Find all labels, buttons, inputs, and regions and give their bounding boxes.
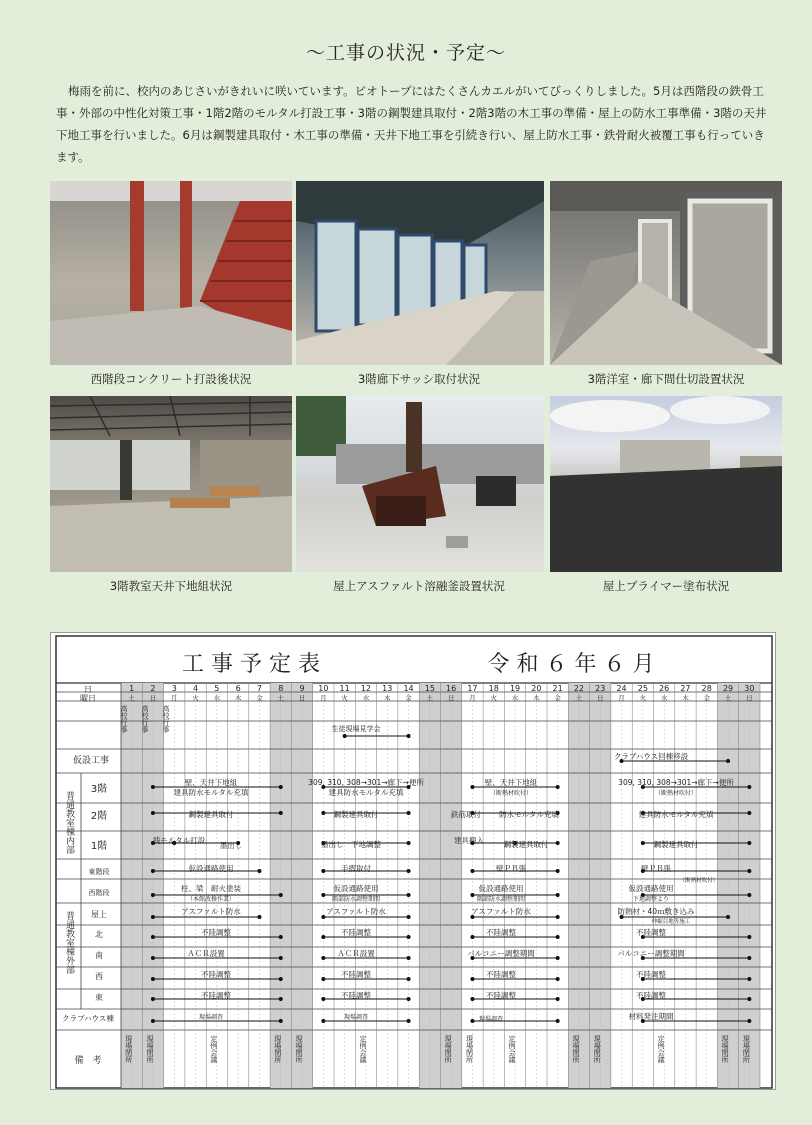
remark-closed: 現場閉所 bbox=[593, 1035, 602, 1063]
photo-asphalt-kettle bbox=[296, 396, 544, 572]
remark-closed: 現場閉所 bbox=[721, 1035, 730, 1063]
weekday-label: 水 bbox=[213, 694, 221, 702]
photo-caption: 3階廊下サッシ取付状況 bbox=[357, 372, 481, 386]
day-number: 27 bbox=[680, 684, 691, 693]
svg-text:不陸調整: 不陸調整 bbox=[201, 928, 231, 937]
svg-text:（本館改修作業）: （本館改修作業） bbox=[186, 896, 236, 903]
weekday-label: 火 bbox=[639, 694, 647, 702]
weekday-label: 火 bbox=[341, 694, 348, 702]
task-bar-start bbox=[321, 956, 325, 960]
task-bar-end bbox=[407, 893, 411, 897]
task-bar-end bbox=[279, 785, 283, 789]
svg-text:（断熱材吹付）: （断熱材吹付） bbox=[654, 790, 698, 797]
day-number: 12 bbox=[360, 684, 372, 693]
task-bar-end bbox=[279, 811, 283, 815]
task-bar-start bbox=[321, 893, 325, 897]
svg-text:鋼製建具取付: 鋼製建具取付 bbox=[333, 810, 379, 819]
task-bar-end bbox=[407, 869, 411, 873]
svg-text:309, 310, 308→301→廊下→便所: 309, 310, 308→301→廊下→便所 bbox=[618, 778, 734, 787]
day-number: 14 bbox=[403, 684, 414, 693]
weekday-label: 土 bbox=[277, 694, 284, 702]
task-bar-end bbox=[279, 977, 283, 981]
photo-caption: 3階洋室・廊下間仕切設置状況 bbox=[587, 372, 745, 386]
svg-text:クラブハウス回棟移設: クラブハウス回棟移設 bbox=[613, 752, 689, 761]
svg-text:現場調査: 現場調査 bbox=[478, 1016, 504, 1023]
task-bar-end bbox=[257, 869, 261, 873]
task-bar-start bbox=[470, 977, 474, 981]
photo-partition bbox=[550, 181, 782, 365]
task-bar-end bbox=[747, 956, 751, 960]
weekday-label: 土 bbox=[128, 694, 135, 702]
day-number: 16 bbox=[446, 684, 457, 693]
head-day: 日 bbox=[84, 685, 92, 694]
task-bar-end bbox=[407, 1019, 411, 1023]
weekday-label: 金 bbox=[554, 694, 561, 702]
row-f3: 3階 bbox=[90, 784, 108, 795]
day-number: 28 bbox=[701, 684, 712, 693]
task-bar-end bbox=[747, 977, 751, 981]
weekday-label: 日 bbox=[149, 694, 157, 702]
svg-text:不陸調整: 不陸調整 bbox=[201, 991, 231, 1000]
task-bar-end bbox=[556, 915, 560, 919]
day-number: 15 bbox=[424, 684, 435, 693]
task-bar-end bbox=[747, 785, 751, 789]
task-bar-end bbox=[747, 811, 751, 815]
svg-text:309, 310, 308→301→廊下→便所: 309, 310, 308→301→廊下→便所 bbox=[308, 778, 424, 787]
task-bar-start bbox=[321, 1019, 325, 1023]
weekday-label: 日 bbox=[447, 694, 455, 702]
task-bar-end bbox=[556, 869, 560, 873]
weekday-label: 木 bbox=[682, 694, 689, 702]
svg-text:伸縮目地等施工: 伸縮目地等施工 bbox=[651, 919, 691, 925]
task-bar-start bbox=[321, 935, 325, 939]
remark-meeting: 定例会議 bbox=[358, 1035, 367, 1063]
row-eastside: 東 bbox=[95, 993, 103, 1002]
svg-text:壁ＰＢ張: 壁ＰＢ張 bbox=[496, 864, 526, 873]
task-bar-end bbox=[279, 956, 283, 960]
event-note: 生徒現場見学会 bbox=[331, 725, 381, 733]
row-westside: 西 bbox=[95, 972, 103, 981]
day-number: 2 bbox=[150, 684, 156, 693]
task-bar-start bbox=[151, 811, 155, 815]
day-number: 25 bbox=[637, 684, 648, 693]
task-bar-end bbox=[726, 915, 730, 919]
svg-text:柱、梁 耐火塗装: 柱、梁 耐火塗装 bbox=[181, 884, 241, 893]
svg-text:不陸調整: 不陸調整 bbox=[341, 970, 371, 979]
weekday-label: 火 bbox=[490, 694, 497, 702]
svg-text:不陸調整: 不陸調整 bbox=[341, 991, 371, 1000]
remark-closed: 現場閉所 bbox=[465, 1035, 474, 1063]
svg-text:現場調査: 現場調査 bbox=[343, 1014, 369, 1021]
day-number: 29 bbox=[722, 684, 734, 693]
task-bar-end bbox=[747, 1019, 751, 1023]
task-bar-end bbox=[556, 997, 560, 1001]
weekday-label: 土 bbox=[426, 694, 434, 702]
task-bar-end bbox=[556, 893, 560, 897]
weekday-label: 月 bbox=[171, 694, 178, 702]
task-bar-end bbox=[556, 1019, 560, 1023]
svg-text:仮設通路使用: 仮設通路使用 bbox=[628, 884, 674, 893]
svg-text:鉄筋取付: 鉄筋取付 bbox=[451, 810, 481, 819]
day-number: 11 bbox=[339, 684, 350, 693]
day-number: 20 bbox=[531, 684, 542, 693]
weekday-label: 水 bbox=[660, 694, 668, 702]
task-bar-start bbox=[151, 977, 155, 981]
svg-text:不陸調整: 不陸調整 bbox=[486, 970, 516, 979]
svg-text:ＡＣＲ設置: ＡＣＲ設置 bbox=[337, 949, 375, 958]
day-number: 26 bbox=[659, 684, 670, 693]
svg-text:アスファルト防水: アスファルト防水 bbox=[326, 907, 386, 916]
photo-caption: 屋上プライマー塗布状況 bbox=[602, 579, 730, 593]
svg-text:壁、天井下地組: 壁、天井下地組 bbox=[184, 778, 238, 787]
svg-text:仮設通路使用: 仮設通路使用 bbox=[333, 884, 379, 893]
svg-text:手摺取付: 手摺取付 bbox=[341, 864, 371, 873]
task-bar-end bbox=[747, 997, 751, 1001]
page-title: 〜工事の状況・予定〜 bbox=[305, 42, 506, 64]
svg-text:不陸調整: 不陸調整 bbox=[341, 928, 371, 937]
event-2: 高校行事 bbox=[141, 705, 149, 733]
task-bar-start bbox=[470, 869, 474, 873]
weekday-label: 日 bbox=[746, 694, 753, 702]
day-number: 3 bbox=[171, 684, 177, 693]
row-east: 東階段 bbox=[88, 868, 110, 876]
event-3: 高校行事 bbox=[162, 705, 170, 733]
photo-caption: 屋上アスファルト溶融釜設置状況 bbox=[333, 579, 505, 593]
svg-text:（断熱材吹付）: （断熱材吹付） bbox=[679, 878, 719, 884]
svg-text:壁、天井下地組: 壁、天井下地組 bbox=[484, 778, 538, 787]
task-bar-start bbox=[151, 1019, 155, 1023]
svg-text:建具防水モルタル充填: 建具防水モルタル充填 bbox=[328, 788, 404, 797]
svg-text:バルコニー調整期間: バルコニー調整期間 bbox=[467, 949, 535, 958]
task-bar-end bbox=[747, 935, 751, 939]
task-bar-start bbox=[321, 997, 325, 1001]
day-number: 24 bbox=[616, 684, 627, 693]
day-number: 30 bbox=[744, 684, 755, 693]
schedule-period: 令 和 ６ 年 ６ 月 bbox=[487, 652, 655, 677]
task-bar-end bbox=[279, 1019, 283, 1023]
weekday-label: 木 bbox=[533, 694, 540, 702]
weekday-label: 日 bbox=[298, 694, 306, 702]
intro-paragraph: 梅雨を前に、校内のあじさいがきれいに咲いています。ビオトープにはたくさんカエルがいてびっくりしました。5月は西階段の鉄骨工事・外部の中性化対策工事・1階2階のモルタル打設工事・3階の鋼製建具取付・2階3階の木工事の準備・屋上の防水工事準備・3階の天井下地工事を行いました。6月は鋼製建具取付・木工事の準備・天井下地工事を引続き行い、屋上防水工事・鉄骨耐火被覆工事も行っていきます。 bbox=[56, 84, 767, 164]
weekday-label: 木 bbox=[234, 694, 242, 702]
svg-text:墨出し: 墨出し bbox=[219, 841, 243, 850]
svg-text:防水モルタル充填: 防水モルタル充填 bbox=[499, 810, 559, 819]
task-bar-end bbox=[726, 759, 730, 763]
task-bar-end bbox=[407, 935, 411, 939]
remark-closed: 現場閉所 bbox=[742, 1035, 751, 1063]
task-bar-end bbox=[747, 893, 751, 897]
photo-caption: 西階段コンクリート打設後状況 bbox=[90, 372, 252, 386]
row-north: 北 bbox=[95, 930, 103, 939]
row-west: 西階段 bbox=[88, 889, 110, 897]
svg-text:不陸調整: 不陸調整 bbox=[636, 928, 666, 937]
svg-text:防熱材・40ｍ敷き込み: 防熱材・40ｍ敷き込み bbox=[617, 907, 695, 916]
task-bar-start bbox=[470, 893, 474, 897]
photo-west-stairs bbox=[50, 181, 292, 365]
day-number: 22 bbox=[573, 684, 585, 693]
svg-text:建具搬入: 建具搬入 bbox=[454, 836, 484, 845]
svg-text:不陸調整: 不陸調整 bbox=[486, 928, 516, 937]
task-bar-end bbox=[279, 935, 283, 939]
photo-primer bbox=[550, 396, 782, 572]
task-bar-start bbox=[151, 935, 155, 939]
task-bar-start bbox=[470, 785, 474, 789]
row-roof: 屋上 bbox=[91, 910, 107, 919]
day-number: 10 bbox=[318, 684, 329, 693]
svg-text:建具防水モルタル充填: 建具防水モルタル充填 bbox=[638, 810, 714, 819]
task-bar-start bbox=[151, 997, 155, 1001]
svg-text:不陸調整: 不陸調整 bbox=[636, 970, 666, 979]
svg-text:壁ＰＢ張: 壁ＰＢ張 bbox=[641, 864, 671, 873]
day-number: 18 bbox=[488, 684, 499, 693]
weekday-label: 土 bbox=[724, 694, 732, 702]
day-number: 17 bbox=[467, 684, 478, 693]
task-bar-end bbox=[556, 841, 560, 845]
row-f1: 1階 bbox=[90, 841, 108, 852]
event-1: 高校行事 bbox=[120, 705, 128, 733]
task-bar-end bbox=[407, 811, 411, 815]
remark-meeting: 定例会議 bbox=[209, 1035, 218, 1063]
svg-text:隅部防水調整期間: 隅部防水調整期間 bbox=[476, 896, 526, 903]
svg-text:不陸調整: 不陸調整 bbox=[201, 970, 231, 979]
task-bar-end bbox=[407, 997, 411, 1001]
weekday-label: 金 bbox=[256, 694, 263, 702]
weekday-label: 火 bbox=[192, 694, 199, 702]
schedule-sheet bbox=[50, 632, 776, 1090]
head-weekday: 曜日 bbox=[80, 694, 96, 703]
task-bar-start bbox=[343, 734, 347, 738]
remark-closed: 現場閉所 bbox=[571, 1035, 580, 1063]
task-bar-end bbox=[279, 997, 283, 1001]
task-bar-end bbox=[747, 841, 751, 845]
day-number: 13 bbox=[382, 684, 393, 693]
svg-text:建具防水モルタル充填: 建具防水モルタル充填 bbox=[173, 788, 249, 797]
group-gaibu bbox=[64, 910, 75, 975]
schedule-title: 工 事 予 定 表 bbox=[182, 652, 320, 677]
day-number: 21 bbox=[552, 684, 563, 693]
svg-text:下地調整より: 下地調整より bbox=[632, 896, 670, 903]
photo-ceiling-frame bbox=[50, 396, 292, 572]
day-number: 9 bbox=[299, 684, 305, 693]
day-number: 19 bbox=[509, 684, 521, 693]
task-bar-start bbox=[151, 915, 155, 919]
task-bar-start bbox=[641, 841, 645, 845]
photo-corridor-sash bbox=[296, 181, 544, 365]
task-bar-start bbox=[321, 977, 325, 981]
svg-text:鋼製建具取付: 鋼製建具取付 bbox=[188, 810, 234, 819]
remark-closed: 現場閉所 bbox=[273, 1035, 282, 1063]
task-bar-start bbox=[321, 915, 325, 919]
schedule-table bbox=[51, 633, 777, 1091]
day-number: 5 bbox=[214, 684, 220, 693]
day-number: 4 bbox=[193, 684, 199, 693]
row-f2: 2階 bbox=[90, 811, 108, 822]
svg-text:墨出し 下地調整: 墨出し 下地調整 bbox=[321, 840, 381, 849]
task-bar-end bbox=[556, 977, 560, 981]
svg-text:仮設通路使用: 仮設通路使用 bbox=[188, 864, 234, 873]
day-number: 6 bbox=[235, 684, 241, 693]
row-club: クラブハウス棟 bbox=[62, 1014, 114, 1023]
task-bar-end bbox=[407, 915, 411, 919]
task-bar-start bbox=[151, 956, 155, 960]
svg-text:材料発注期間: 材料発注期間 bbox=[628, 1012, 674, 1021]
remark-closed: 現場閉所 bbox=[145, 1035, 154, 1063]
task-bar-start bbox=[151, 869, 155, 873]
task-bar-start bbox=[470, 935, 474, 939]
svg-text:不陸調整: 不陸調整 bbox=[486, 991, 516, 1000]
task-bar-end bbox=[279, 893, 283, 897]
weekday-label: 金 bbox=[703, 694, 710, 702]
svg-text:（断熱材吹付）: （断熱材吹付） bbox=[489, 790, 533, 797]
svg-text:隅部防水調整期間: 隅部防水調整期間 bbox=[331, 896, 381, 903]
task-bar-start bbox=[321, 869, 325, 873]
day-number: 7 bbox=[256, 684, 262, 693]
remark-meeting: 定例会議 bbox=[657, 1035, 666, 1063]
weekday-label: 木 bbox=[384, 694, 391, 702]
weekday-label: 月 bbox=[469, 694, 476, 702]
task-bar-end bbox=[556, 935, 560, 939]
weekday-label: 水 bbox=[362, 694, 370, 702]
task-bar-end bbox=[747, 869, 751, 873]
svg-text:不陸調整: 不陸調整 bbox=[636, 991, 666, 1000]
group-naibu bbox=[64, 790, 75, 855]
svg-text:現場調査: 現場調査 bbox=[198, 1014, 224, 1021]
row-south: 南 bbox=[95, 951, 103, 960]
svg-text:普通教室棟外部: 普通教室棟外部 bbox=[64, 911, 74, 974]
task-bar-end bbox=[407, 977, 411, 981]
svg-text:普通教室棟内部: 普通教室棟内部 bbox=[64, 791, 74, 854]
task-bar-start bbox=[470, 1019, 474, 1023]
task-bar-end bbox=[556, 785, 560, 789]
svg-text:仮設通路使用: 仮設通路使用 bbox=[478, 884, 524, 893]
weekday-label: 月 bbox=[618, 694, 625, 702]
weekday-label: 土 bbox=[575, 694, 583, 702]
svg-text:アスファルト防水: アスファルト防水 bbox=[181, 907, 241, 916]
svg-text:残モルタル打設: 残モルタル打設 bbox=[152, 836, 206, 845]
svg-text:アスファルト防水: アスファルト防水 bbox=[471, 907, 531, 916]
task-bar-end bbox=[556, 956, 560, 960]
remark-meeting: 定例会議 bbox=[508, 1035, 517, 1063]
task-bar-start bbox=[151, 893, 155, 897]
svg-text:ＡＣＲ設置: ＡＣＲ設置 bbox=[187, 949, 225, 958]
remark-closed: 現場閉所 bbox=[444, 1035, 453, 1063]
day-number: 23 bbox=[595, 684, 606, 693]
weekday-label: 日 bbox=[597, 694, 604, 702]
task-bar-start bbox=[321, 811, 325, 815]
svg-text:鋼製建具取付: 鋼製建具取付 bbox=[503, 840, 549, 849]
svg-text:鋼製建具取付: 鋼製建具取付 bbox=[653, 840, 699, 849]
weekday-label: 水 bbox=[511, 694, 519, 702]
task-bar-end bbox=[407, 956, 411, 960]
task-bar-end bbox=[257, 915, 261, 919]
weekday-label: 金 bbox=[405, 694, 412, 702]
remark-closed: 現場閉所 bbox=[124, 1035, 133, 1063]
remark-closed: 現場閉所 bbox=[295, 1035, 304, 1063]
day-number: 1 bbox=[129, 684, 135, 693]
weekday-label: 月 bbox=[320, 694, 327, 702]
svg-text:バルコニー調整期間: バルコニー調整期間 bbox=[617, 949, 685, 958]
task-bar-end bbox=[407, 841, 411, 845]
row-kasetsu: 仮設工事 bbox=[72, 756, 110, 766]
row-remarks: 備 考 bbox=[74, 1056, 102, 1066]
photo-caption: 3階教室天井下地組状況 bbox=[109, 579, 233, 593]
task-bar-start bbox=[151, 785, 155, 789]
task-bar-end bbox=[407, 734, 411, 738]
day-number: 8 bbox=[278, 684, 284, 693]
task-bar-start bbox=[470, 997, 474, 1001]
